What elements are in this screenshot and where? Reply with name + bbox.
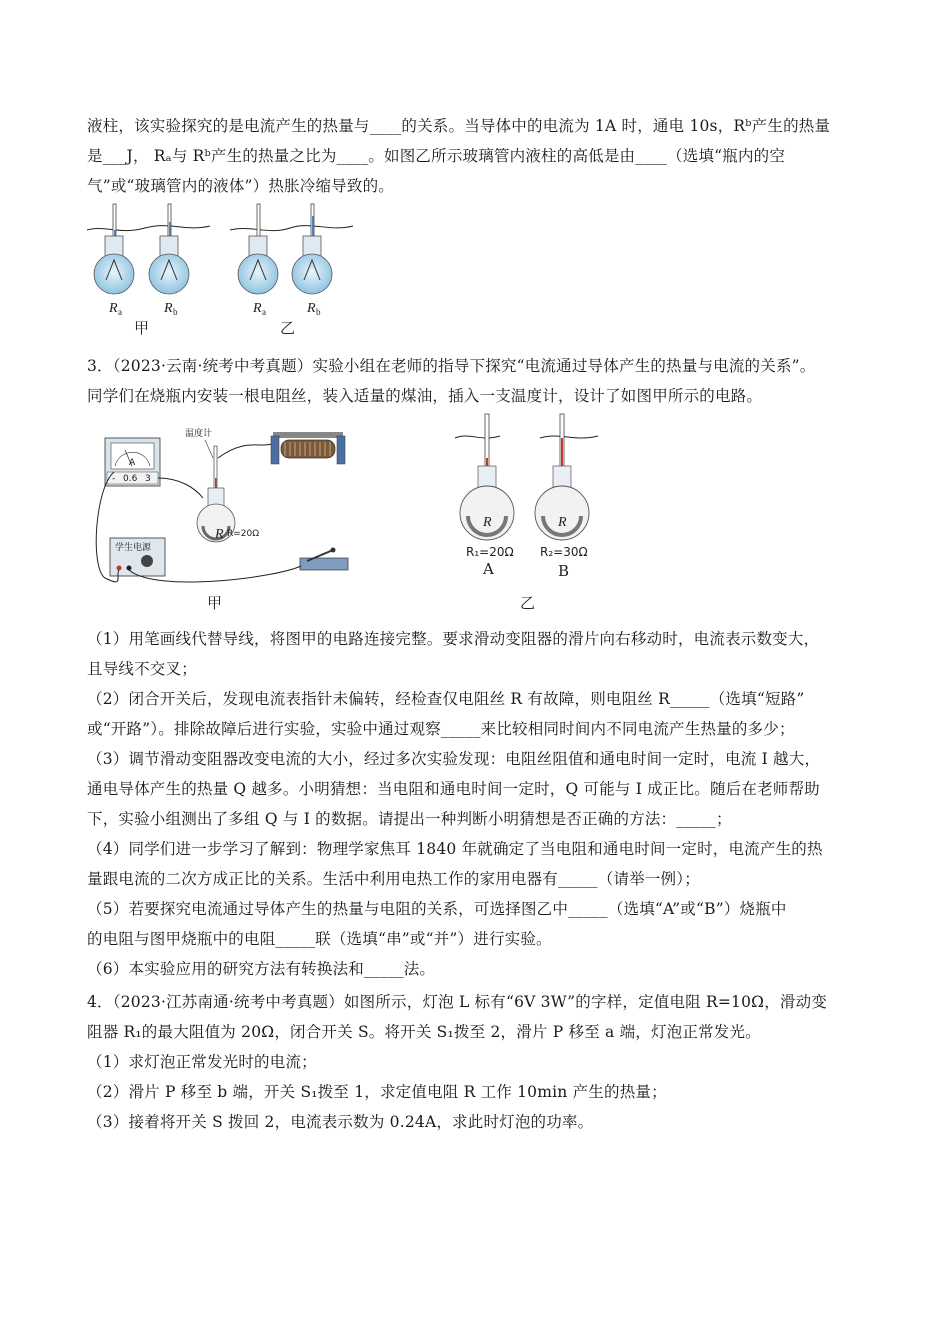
- q3-sub-3b: 通电导体产生的热量 Q 越多。小明猜想：当电阻和通电时间一定时，Q 可能与 I 成正比。随后在老师帮助: [87, 780, 820, 798]
- q3-sub-5a: （5）若要探究电流通过导体产生的热量与电阻的关系，可选择图乙中_____（选填“A”或“B”）烧瓶中: [87, 900, 787, 918]
- q2-line-2: 是___J， Rₐ与 Rᵇ产生的热量之比为____。如图乙所示玻璃管内液柱的高低是由____（选填“瓶内的空: [87, 147, 786, 165]
- power-supply-label: 学生电源: [115, 543, 152, 553]
- label-rb-jia-sub: b: [173, 307, 178, 317]
- label-ra-yi-sub: a: [262, 307, 266, 317]
- q3-sub-4b: 量跟电流的二次方成正比的关系。生活中利用电热工作的家用电器有_____（请举一例）；: [87, 870, 700, 888]
- label-ra-jia: R: [109, 301, 118, 316]
- flask-b-value: R₂=30Ω: [540, 545, 588, 559]
- ammeter-term-neg: -: [112, 474, 116, 484]
- q3-circuit-figure: [85, 418, 365, 618]
- q4-line-1: 4．（2023·江苏南通·统考中考真题）如图所示，灯泡 L 标有“6V 3W”的字样，定值电阻 R=10Ω，滑动变: [87, 993, 828, 1011]
- q3-sub-1a: （1）用笔画线代替导线，将图甲的电路连接完整。要求滑动变阻器的滑片向右移动时，电流表示数变大，: [87, 630, 820, 648]
- q3-caption-jia: 甲: [207, 594, 223, 612]
- q3-sub-2b: 或“开路”）。排除故障后进行实验，实验中通过观察_____来比较相同时间内不同电流产生热量的多少；: [87, 720, 795, 738]
- q2-caption-jia: 甲: [134, 319, 150, 337]
- thermometer-label: 温度计: [185, 429, 213, 439]
- flask-a-jia: [94, 204, 134, 294]
- label-rb-yi-sub: b: [316, 307, 321, 317]
- q3-sub-6: （6）本实验应用的研究方法有转换法和_____法。: [87, 960, 436, 978]
- q2-line-3: 气”或“玻璃管内的液体”）热胀冷缩导致的。: [87, 177, 394, 195]
- flask-b: [535, 414, 598, 540]
- q4-line-2: 阻器 R₁的最大阻值为 20Ω，闭合开关 S。将开关 S₁拨至 2，滑片 P 移至 a 端，灯泡正常发光。: [87, 1023, 761, 1041]
- heating-flask: [197, 446, 235, 542]
- flask-a-inner-label: R: [483, 515, 492, 530]
- ammeter-term-06: 0.6: [123, 474, 138, 484]
- flask-b-inner-label: R: [558, 515, 567, 530]
- flask-b-letter: B: [558, 562, 570, 580]
- q3-flasks-figure: [450, 408, 610, 618]
- flask-b-yi: [292, 204, 332, 294]
- q3-caption-yi: 乙: [520, 594, 536, 612]
- ammeter: [105, 438, 160, 486]
- label-ra-jia-sub: a: [118, 307, 122, 317]
- label-ra-yi: R: [253, 301, 262, 316]
- q3-sub-5b: 的电阻与图甲烧瓶中的电阻_____联（选填“串”或“并”）进行实验。: [87, 930, 552, 948]
- q3-sub-3c: 下，实验小组测出了多组 Q 与 I 的数据。请提出一种判断小明猜想是否正确的方法：_____；: [87, 810, 732, 828]
- q2-flask-figure: [85, 200, 355, 340]
- power-supply: [110, 538, 165, 576]
- flask-resistance-value: R=20Ω: [227, 529, 260, 539]
- flask-a-letter: A: [483, 560, 494, 578]
- q3-sub-1b: 且导线不交叉；: [87, 660, 197, 678]
- flask-resistor-label: R: [215, 527, 224, 542]
- flask-a: [455, 414, 514, 540]
- q4-sub-2: （2）滑片 P 移至 b 端，开关 S₁拨至 1，求定值电阻 R 工作 10min 产生的热量；: [87, 1083, 667, 1101]
- q4-sub-1: （1）求灯泡正常发光时的电流；: [87, 1053, 317, 1071]
- rheostat: [271, 432, 345, 464]
- q3-sub-2a: （2）闭合开关后，发现电流表指针未偏转，经检查仅电阻丝 R 有故障，则电阻丝 R_____（选填“短路”: [87, 690, 805, 708]
- q3-intro-1: 3．（2023·云南·统考中考真题）实验小组在老师的指导下探究“电流通过导体产生的热量与电流的关系”。: [87, 357, 816, 375]
- flask-a-value: R₁=20Ω: [466, 545, 514, 559]
- q2-line-1: 液柱，该实验探究的是电流产生的热量与____的关系。当导体中的电流为 1A 时，通电 10s，Rᵇ产生的热量: [87, 117, 831, 135]
- switch: [300, 548, 348, 571]
- q3-intro-2: 同学们在烧瓶内安装一根电阻丝，装入适量的煤油，插入一支温度计，设计了如图甲所示的电路。: [87, 387, 763, 405]
- ammeter-term-3: 3: [145, 474, 151, 484]
- label-rb-yi: R: [307, 301, 316, 316]
- q4-sub-3: （3）接着将开关 S 拨回 2，电流表示数为 0.24A，求此时灯泡的功率。: [87, 1113, 594, 1131]
- q3-sub-4a: （4）同学们进一步学习了解到：物理学家焦耳 1840 年就确定了当电阻和通电时间一定时，电流产生的热: [87, 840, 823, 858]
- ammeter-symbol: A: [129, 458, 136, 468]
- label-rb-jia: R: [164, 301, 173, 316]
- flask-a-yi: [238, 204, 278, 294]
- flask-b-jia: [149, 204, 189, 294]
- q2-caption-yi: 乙: [280, 319, 296, 337]
- q3-sub-3a: （3）调节滑动变阻器改变电流的大小，经过多次实验发现：电阻丝阻值和通电时间一定时，电流 I 越大，: [87, 750, 821, 768]
